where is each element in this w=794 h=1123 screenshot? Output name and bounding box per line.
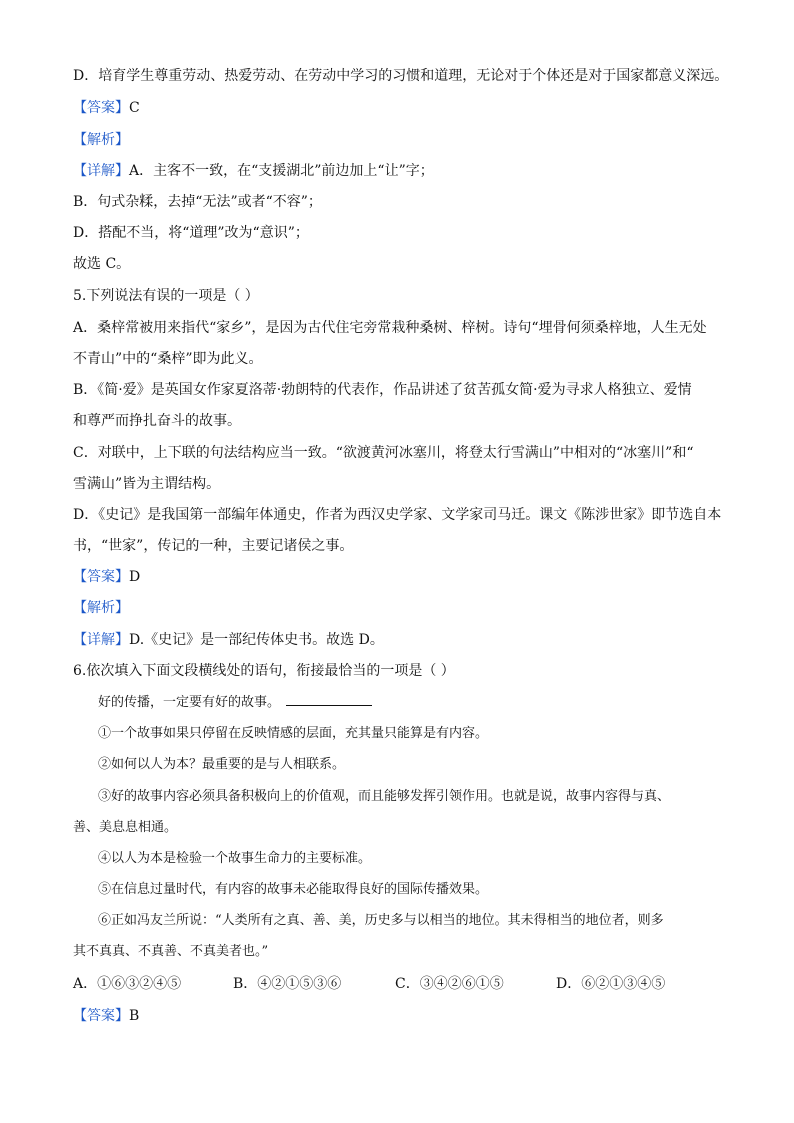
q6-sentence-3-line2: 善、美息息相通。 — [73, 820, 178, 835]
q6-sentence-3-line1: ③好的故事内容必须具备积极向上的价值观，而且能够发挥引领作用。也就是说，故事内容得与真、 — [98, 789, 671, 804]
answer-tag: 【答案】 — [73, 100, 129, 116]
q5-option-c-line2: 雪满山”皆为主谓结构。 — [73, 476, 221, 492]
passage-lead-text: 好的传播，一定要有好的故事。 — [98, 695, 281, 710]
fill-blank — [286, 693, 372, 706]
q5-option-d-line2: 书，“世家”，传记的一种，主要记诸侯之事。 — [73, 538, 354, 554]
q5-option-b-line2: 和尊严而挣扎奋斗的故事。 — [73, 413, 241, 429]
q6-sentence-1: ①一个故事如果只停留在反映情感的层面，充其量只能算是有内容。 — [98, 726, 489, 741]
q6-stem: 6.依次填入下面文段横线处的语句，衔接最恰当的一项是（ ） — [73, 663, 455, 679]
q6-option-b: B．④②①⑤③⑥ — [233, 976, 342, 992]
detail-tag: 【详解】 — [73, 632, 129, 648]
q6-answer — [73, 1006, 139, 1026]
q6-passage-lead — [98, 693, 372, 713]
q5-option-a-line1: A．桑梓常被用来指代“家乡”，是因为古代住宅旁常栽种桑树、梓树。诗句“埋骨何须桑梓地，人生无处 — [73, 320, 707, 336]
q5-option-a-line2: 不青山”中的“桑梓”即为此义。 — [73, 351, 263, 367]
q5-analysis-tag: 【解析】 — [73, 600, 129, 616]
q4-analysis-tag: 【解析】 — [73, 132, 129, 148]
q4-option-d: D．培育学生尊重劳动、热爱劳动、在劳动中学习的习惯和道理，无论对于个体还是对于国家都意义深远。 — [73, 68, 729, 84]
q5-option-d-line1: D．《史记》是我国第一部编年体通史，作者为西汉史学家、文学家司马迁。课文《陈涉世家》即节选自本 — [73, 507, 722, 523]
q6-option-c: C．③④②⑥①⑤ — [395, 976, 504, 992]
q6-sentence-6-line1: ⑥正如冯友兰所说：“人类所有之真、善、美，历史多与以相当的地位。其未得相当的地位者，则多 — [98, 913, 664, 928]
q5-stem: 5.下列说法有误的一项是（ ） — [73, 288, 259, 304]
answer-tag: 【答案】 — [73, 1008, 129, 1024]
q6-option-d: D．⑥②①③④⑤ — [556, 976, 666, 992]
answer-tag: 【答案】 — [73, 569, 129, 585]
detail-tag: 【详解】 — [73, 163, 129, 179]
answer-value: C — [129, 100, 140, 116]
q5-detail — [73, 630, 384, 650]
q4-detail-2: B．句式杂糅，去掉“无法”或者“不容”； — [73, 194, 322, 210]
q4-detail-1 — [73, 161, 434, 181]
q6-option-a: A．①⑥③②④⑤ — [73, 976, 182, 992]
q5-option-c-line1: C．对联中，上下联的句法结构应当一致。“欲渡黄河冰塞川，将登太行雪满山”中相对的“冰塞川”和“ — [73, 445, 694, 461]
answer-value: D — [129, 569, 141, 585]
q6-sentence-2: ②如何以人为本？最重要的是与人相联系。 — [98, 757, 346, 772]
q4-conclusion: 故选 C。 — [73, 256, 131, 272]
q5-answer — [73, 567, 140, 587]
detail-text: D.《史记》是一部纪传体史书。故选 D。 — [129, 632, 384, 648]
detail-text: A．主客不一致，在“支援湖北”前边加上“让”字； — [129, 163, 434, 179]
q4-detail-3: D．搭配不当，将“道理”改为“意识”； — [73, 225, 309, 241]
q6-sentence-4: ④以人为本是检验一个故事生命力的主要标准。 — [98, 851, 372, 866]
q5-option-b-line1: B．《简·爱》是英国女作家夏洛蒂·勃朗特的代表作，作品讲述了贫苦孤女简·爱为寻求人格独立、爱情 — [73, 382, 692, 398]
q6-sentence-6-line2: 其不真真、不真善、不真美者也。” — [73, 944, 269, 959]
q4-answer — [73, 98, 140, 118]
answer-value: B — [129, 1008, 140, 1024]
q6-sentence-5: ⑤在信息过量时代，有内容的故事未必能取得良好的国际传播效果。 — [98, 882, 489, 897]
